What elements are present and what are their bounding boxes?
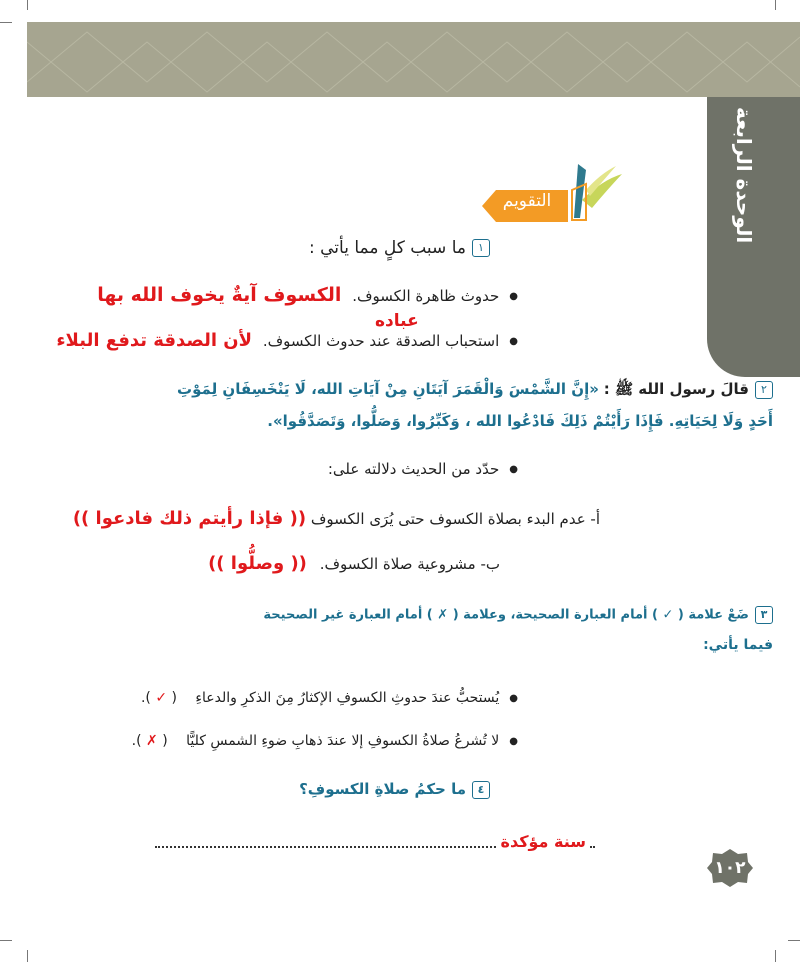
page-number-badge xyxy=(707,848,753,888)
question-3-text: ضَعْ علامة ( ✓ ) أمام العبارة الصحيحة، وعلامة ( ✗ ) أمام العبارة غير الصحيحة xyxy=(263,607,749,623)
q1-bullet-1-text: حدوث ظاهرة الكسوف. xyxy=(352,287,500,305)
header-band xyxy=(27,22,800,97)
header-pattern xyxy=(27,22,800,97)
q1-bullet-2 xyxy=(56,330,518,351)
q1-bullet-2-answer: لأن الصدقة تدفع البلاء xyxy=(56,330,253,351)
q1-bullet-2-text: استحباب الصدقة عند حدوث الكسوف. xyxy=(262,332,500,350)
crop-mark xyxy=(788,940,800,941)
bullet-dot xyxy=(499,332,518,350)
q2-instruction xyxy=(328,460,518,478)
q3-statement-1 xyxy=(141,690,518,706)
cross-icon: ✗ xyxy=(146,733,158,749)
bullet-dot xyxy=(499,287,518,305)
question-number: ٤ xyxy=(472,781,490,799)
bullet-dot xyxy=(499,690,518,706)
question-number: ١ xyxy=(472,239,490,257)
question-number: ٢ xyxy=(755,381,773,399)
crop-mark xyxy=(775,950,776,962)
crop-mark xyxy=(0,940,12,941)
q2-item-b-text: ب- مشروعية صلاة الكسوف. xyxy=(319,555,500,573)
q1-bullet-1-answer-cont: عباده xyxy=(375,311,419,331)
q2-instruction-text: حدّد من الحديث دلالته على: xyxy=(327,460,500,478)
question-2-intro: قالَ رسول الله ﷺ : xyxy=(603,380,749,398)
q2-item-a-answer: (( فإذا رأيتم ذلك فادعوا )) xyxy=(72,508,307,529)
q4-answer: سنة مؤكدة xyxy=(497,832,590,851)
question-4 xyxy=(299,780,490,799)
q3-statement-1-text: يُستحبُّ عندَ حدوثِ الكسوفِ الإكثارُ مِنَ الذكرِ والدعاءِ xyxy=(195,690,500,706)
crop-mark xyxy=(27,950,28,962)
question-1-text: ما سبب كلٍ مما يأتي : xyxy=(309,238,466,258)
evaluation-label: التقويم xyxy=(502,191,552,211)
q3-statement-1-mark-wrap: ( ✓ ). xyxy=(140,690,177,706)
question-number: ٣ xyxy=(755,606,773,624)
crop-mark xyxy=(0,22,12,23)
q3-statement-2-mark-wrap: ( ✗ ). xyxy=(131,733,168,749)
hadith-line-2: أَحَدٍ وَلَا لِحَيَاتِهِ. فَإِذَا رَأَيْتُمْ ذَلِكَ فَادْعُوا الله ، وَكَبِّرُوا، وَصَلُّوا، وَتَصَدَّقُوا». xyxy=(267,412,773,430)
q2-item-b xyxy=(208,553,500,574)
question-3-line-1 xyxy=(263,606,773,624)
unit-title: الوحدة الرابعة xyxy=(732,106,756,244)
page-number: ١٠٢ xyxy=(714,858,746,878)
crop-mark xyxy=(775,0,776,10)
bullet-dot xyxy=(499,460,518,478)
q2-item-b-answer: (( وصلُّوا )) xyxy=(208,553,307,574)
q2-item-a xyxy=(73,508,600,529)
question-2-line-1 xyxy=(177,380,773,402)
hadith-line-1: «إِنَّ الشَّمْسَ وَالْقَمَرَ آيَتَانِ مِنْ آيَاتِ الله، لَا يَنْخَسِفَانِ لِمَوْتِ xyxy=(177,380,599,398)
question-4-text: ما حكمُ صلاةِ الكسوفِ؟ xyxy=(299,780,466,798)
question-1 xyxy=(309,238,490,258)
crop-mark xyxy=(27,0,28,10)
q1-bullet-1 xyxy=(97,284,518,306)
bullet-dot xyxy=(499,733,518,749)
question-3-line-2: فيما يأتي: xyxy=(703,637,773,653)
q3-statement-2-text: لا تُشرعُ صلاةُ الكسوفِ إلا عندَ ذهابِ ضوءِ الشمسِ كليًّا xyxy=(186,733,500,749)
q3-statement-2 xyxy=(132,733,518,749)
q2-item-a-text: أ- عدم البدء بصلاة الكسوف حتى يُرَى الكسوف xyxy=(310,510,600,528)
q1-bullet-1-answer: الكسوف آيةٌ يخوف الله بها xyxy=(97,284,342,306)
checkmark-icon: ✓ xyxy=(155,690,168,706)
